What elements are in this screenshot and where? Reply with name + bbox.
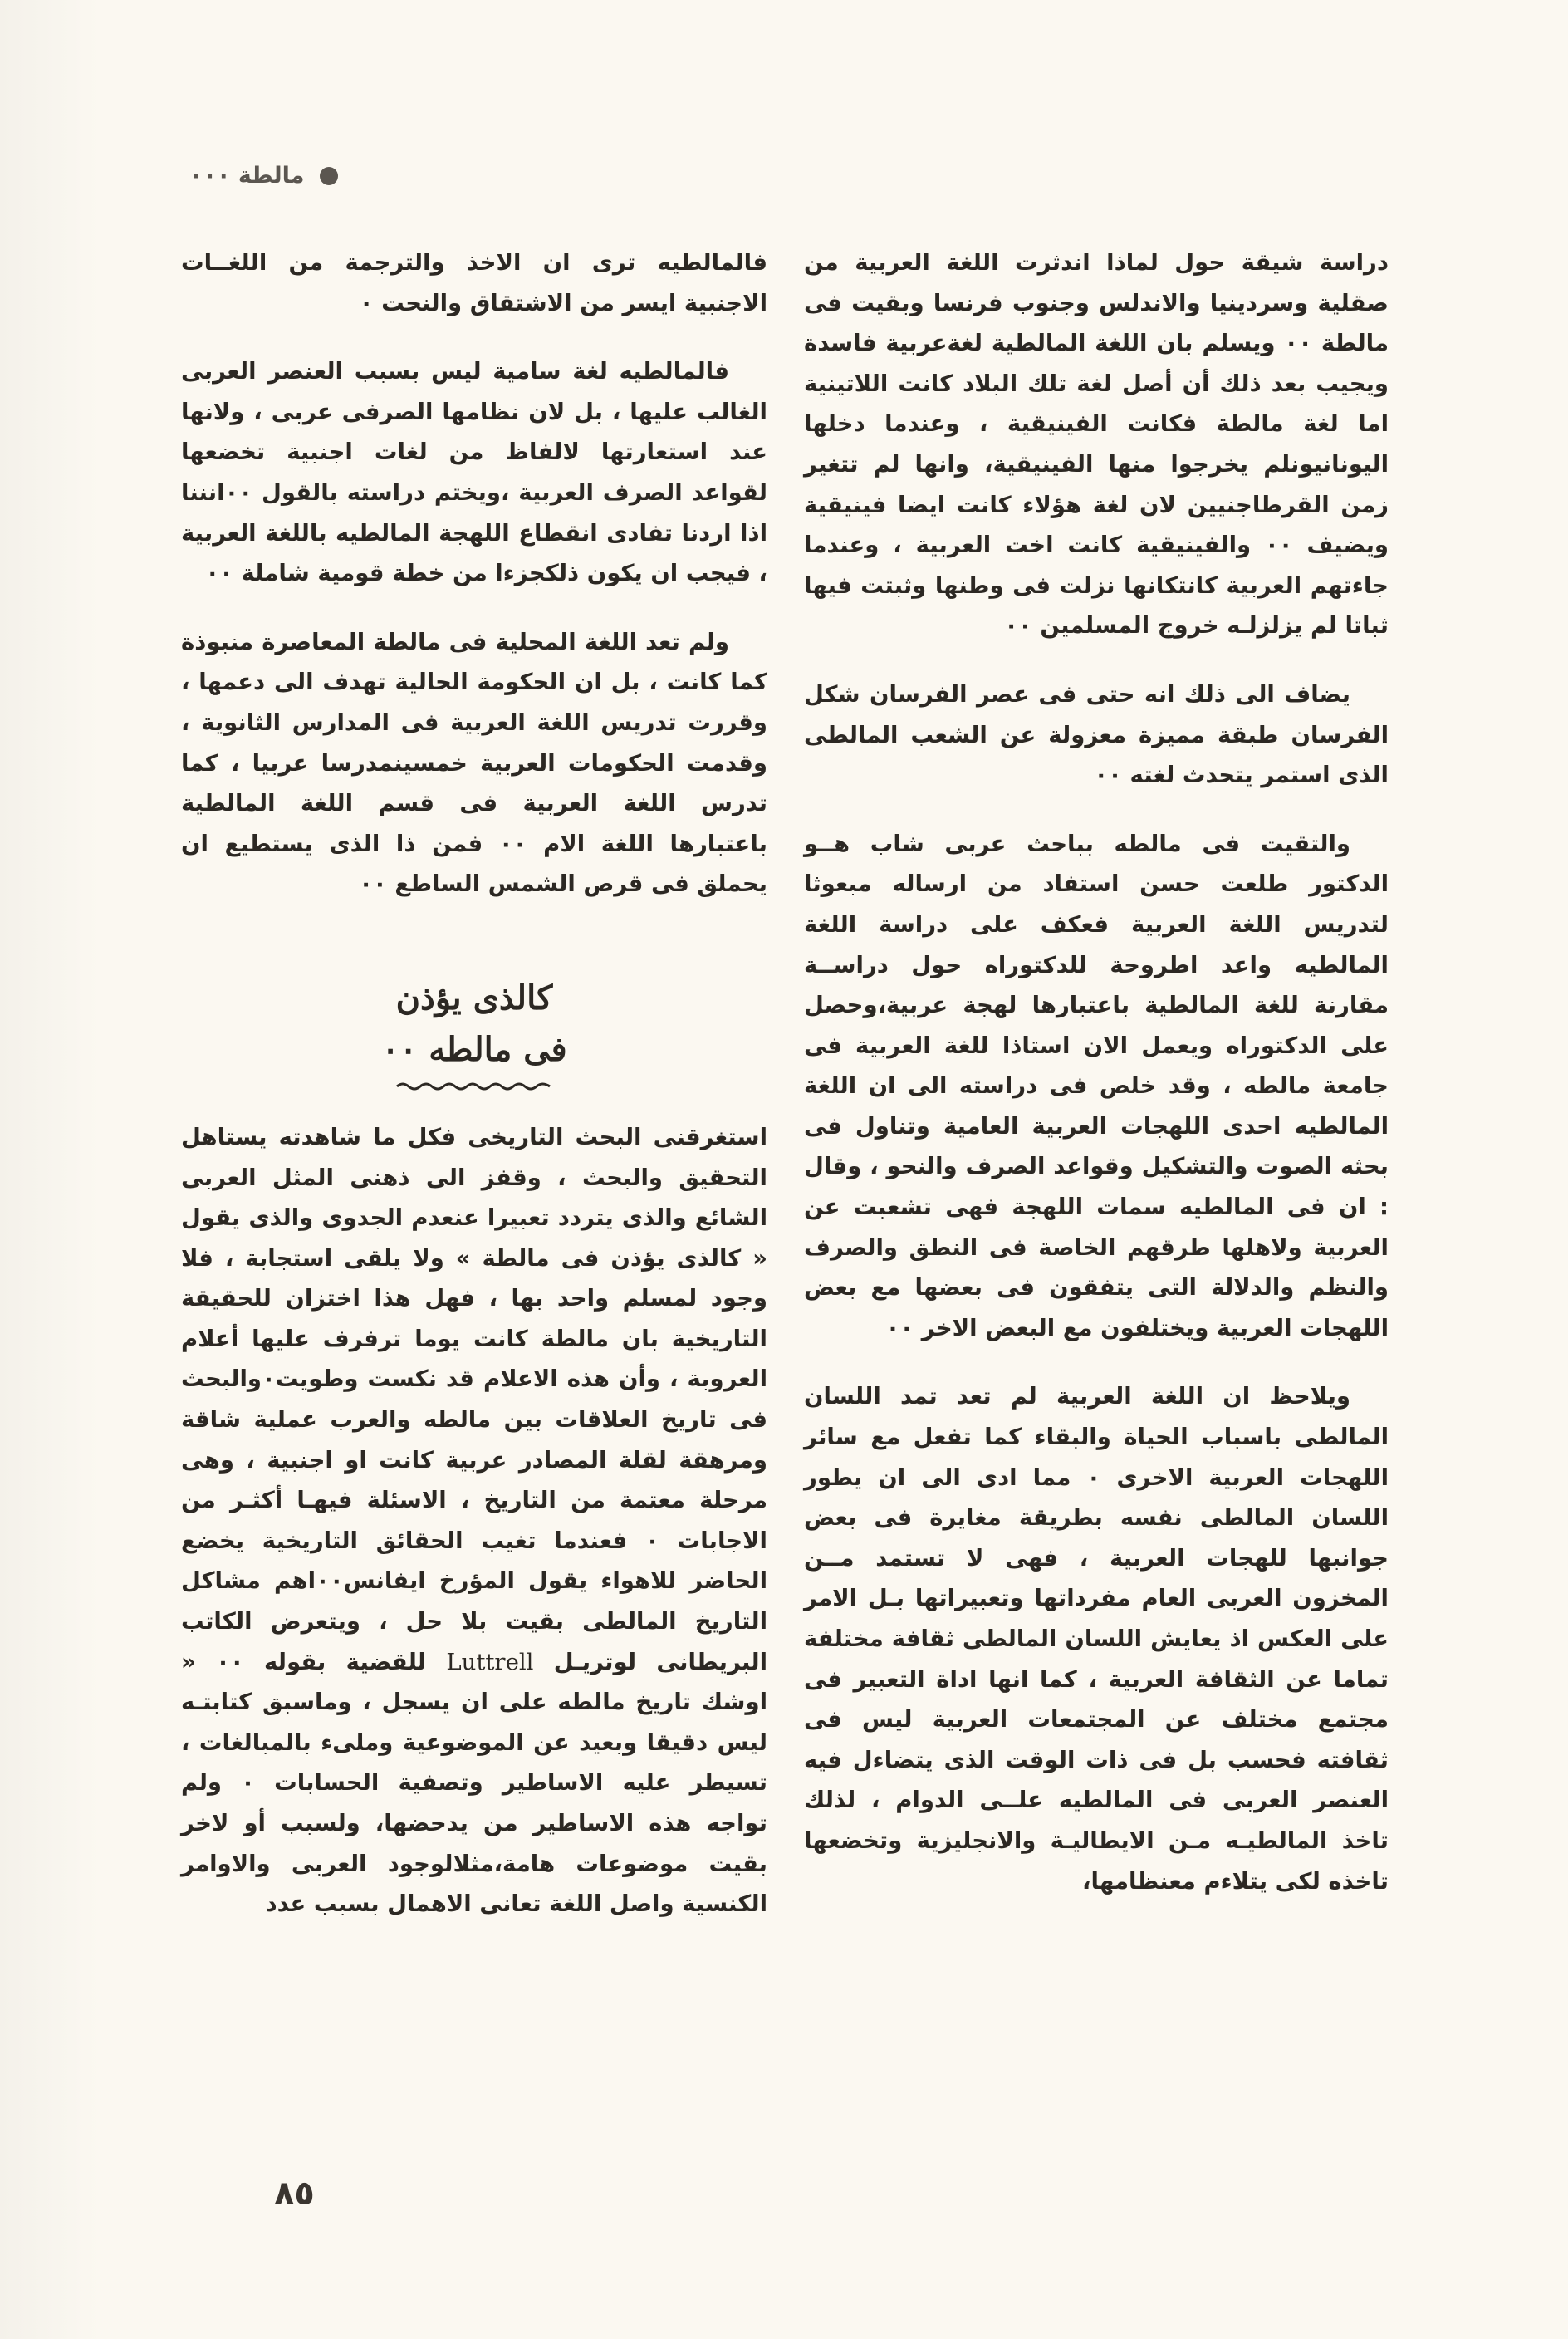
page-number: ٨٥ <box>274 2175 315 2213</box>
paragraph: والتقيت فى مالطه بباحث عربى شاب هــو الدكتور طلعت حسن استفاد من ارساله مبعوثا لتدريس اللغة العربية فعكف على دراسة اللغة المالطيه واعد اطروحة للدكتوراه حول دراســة مقارنة للغة المالطية باعتبارها لهجة عربية،وحصل على الدكتوراه ويعمل الان استاذا للغة العربية فى جامعة مالطه ، وقد خلص فى دراسته الى ان اللغة المالطيه احدى اللهجات العربية العامية وتناول فى بحثه الصوت والتشكيل وقواعد الصرف والنحو ، وقال : ان فى المالطيه سمات اللهجة فهى تشعبت عن العربية ولاهلها طرقهم الخاصة فى النطق والصرف والنظم والدلالة التى يتفقون فى بعضها مع بعض اللهجات العربية ويختلفون مع البعض الاخر ٠٠ <box>804 830 1389 1341</box>
running-title: مالطة ٠٠٠ <box>189 163 305 189</box>
paragraph: يضاف الى ذلك انه حتى فى عصر الفرسان شكل الفرسان طبقة مميزة معزولة عن الشعب المالطى الذى استمر يتحدث لغته ٠٠ <box>804 680 1389 789</box>
running-head <box>189 163 338 189</box>
section-heading-line-1: كالذى يؤذن <box>395 978 553 1017</box>
latin-name: Luttrell <box>446 1648 534 1675</box>
left-column <box>181 243 767 1953</box>
paragraph: ويلاحظ ان اللغة العربية لم تعد تمد اللسان المالطى باسباب الحياة والبقاء كما تفعل مع سائر اللهجات العربية الاخرى ٠ مما ادى الى ان يطور اللسان المالطى نفسه بطريقة مغايرة فى بعض جوانبها للهجات العربية ، فهى لا تستمد مــن المخزون العربى العام مفرداتها وتعبيراتها بـل الامر على العكس اذ يعايش اللسان المالطى ثقافة مختلفة تماما عن الثقافة العربية ، كما انها اداة التعبير فى مجتمع مختلف عن المجتمعات العربية ليس فى ثقافته فحسب بل فى ذات الوقت الذى يتضاءل فيه العنصر العربى فى المالطيه علــى الدوام ، لذلك تاخذ المالطيـه مـن الايطاليـة والانجليزية وتخضعها تاخذه لكى يتلاءم معنظامها، <box>804 1383 1389 1895</box>
paragraph: فالمالطيه ترى ان الاخذ والترجمة من اللغــات الاجنبية ايسر من الاشتقاق والنحت ٠ <box>181 249 767 316</box>
scan-margin <box>0 0 100 2339</box>
paragraph-text: استغرقنى البحث التاريخى فكل ما شاهدته يستاهل التحقيق والبحث ، وقفز الى ذهنى المثل العربى الشائع والذى يتردد تعبيرا عنعدم الجدوى والذى يقول « كالذى يؤذن فى مالطة » ولا يلقى استجابة ، فلا وجود لمسلم واحد بها ، فهل هذا اختزان للحقيقة التاريخية بان مالطة كانت يوما ترفرف عليها أعلام العروبة ، وأن هذه الاعلام قد نكست وطويت٠والبحث فى تاريخ العلاقات بين مالطه والعرب عملية شاقة ومرهقة لقلة المصادر عربية كانت او اجنبية ، وهى مرحلة معتمة من التاريخ ، الاسئلة فيهـا أكثـر من الاجابات ٠ فعندما تغيب الحقائق التاريخية يخضع الحاضر للاهواء يقول المؤرخ ايفانس٠٠اهم مشاكل التاريخ المالطى بقيت بلا حل ، ويتعرض الكاتب البريطانى لوتريـل <box>181 1123 768 1675</box>
paragraph: دراسة شيقة حول لماذا اندثرت اللغة العربية من صقلية وسردينيا والاندلس وجنوب فرنسا وبقيت فى مالطة ٠٠ ويسلم بان اللغة المالطية لغةعربية فاسدة ويجيب بعد ذلك أن أصل لغة تلك البلاد كانت اللاتينية اما لغة مالطة فكانت الفينيقية ، وعندما دخلها اليونانيونلم يخرجوا منها الفينيقية، وانها لم تتغير زمن القرطاجنيين لان لغة هؤلاء كانت ايضا فينيقية ويضيف ٠٠ والفينيقية كانت اخت العربية ، وعندما جاءتهم العربية كانتكانها نزلت فى وطنها وثبتت فيها ثباتا لم يزلزلـه خروج المسلمين ٠٠ <box>804 249 1389 640</box>
section-heading-line-2: فى مالطه ٠٠ <box>381 1029 567 1069</box>
wavy-underline-icon <box>395 1081 553 1092</box>
paragraph <box>181 1117 767 1925</box>
bullet-dot-icon <box>320 167 338 185</box>
right-column <box>804 243 1389 1930</box>
paragraph: فالمالطيه لغة سامية ليس بسبب العنصر العربى الغالب عليها ، بل لان نظامها الصرفى عربى ، ولانها عند استعارتها لالفاظ من لغات اجنبية تخضعها لقواعد الصرف العربية ،ويختم دراسته بالقول ٠٠انننا اذا اردنا تفادى انقطاع اللهجة المالطيه باللغة العربية ، فيجب ان يكون ذلكجزءا من خطة قومية شاملة ٠٠ <box>181 358 767 587</box>
paragraph: ولم تعد اللغة المحلية فى مالطة المعاصرة منبوذة كما كانت ، بل ان الحكومة الحالية تهدف الى دعمها ، وقررت تدريس اللغة العربية فى المدارس الثانوية ، وقدمت الحكومات العربية خمسينمدرسا عربيا ، كما تدرس اللغة العربية فى قسم اللغة المالطية باعتبارها اللغة الام ٠٠ فمن ذا الذى يستطيع ان يحملق فى قرص الشمس الساطع ٠٠ <box>181 628 767 898</box>
paragraph-text: للقضية بقوله ٠٠ « اوشك تاريخ مالطه على ان يسجل ، وماسبق كتابتـه ليس دقيقا وبعيد عن الموضوعية وملىء بالمبالغات ، تسيطر عليه الاساطير وتصفية الحسابات ٠ ولم تواجه هذه الاساطير من يدحضها، ولسبب أو لاخر بقيت موضوعات هامة،مثلالوجود العربى والاوامر الكنسية واصل اللغة تعانى الاهمال بسبب عدد <box>181 1648 767 1918</box>
section-heading <box>181 973 767 1092</box>
